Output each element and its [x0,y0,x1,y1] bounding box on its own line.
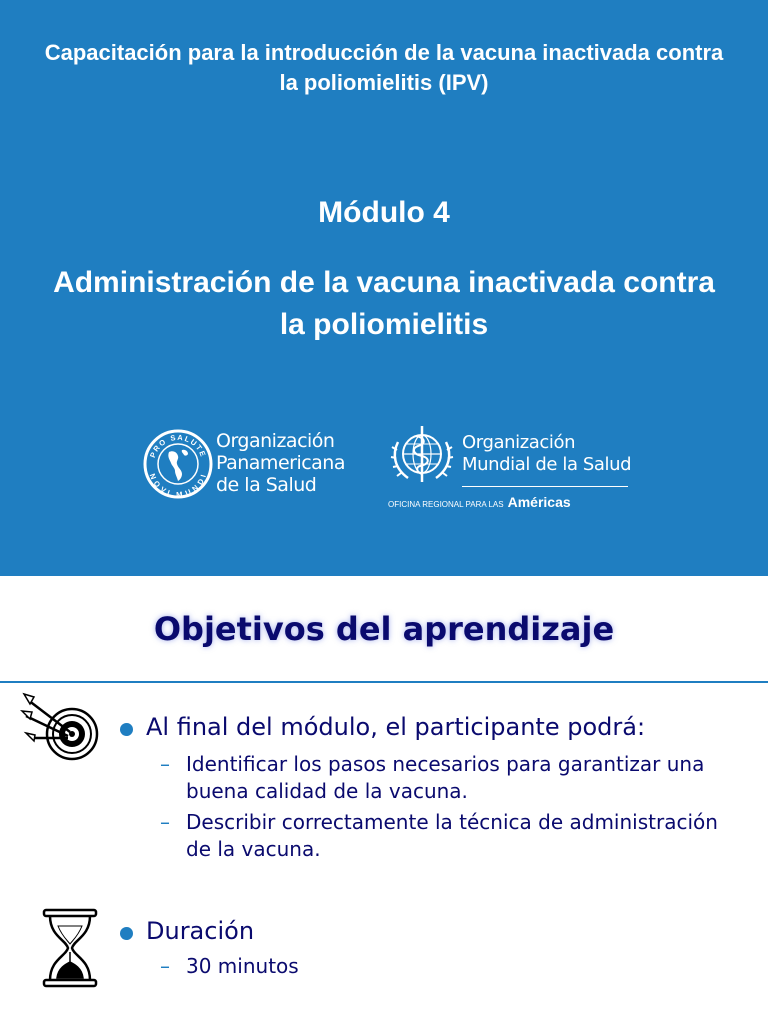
target-icon [20,688,110,764]
who-logo [386,424,636,514]
sub-dash: – [160,810,170,834]
paho-line3: de la Salud [216,474,317,496]
who-sub-small: OFICINA REGIONAL PARA LAS [388,500,504,509]
svg-text:NOVI MUNDI: NOVI MUNDI [147,472,209,500]
sub-text: Identificar los pasos necesarios para garantizar una buena calidad de la vacuna. [186,752,705,803]
sub-text: 30 minutos [186,954,299,978]
who-line1: Organización [462,432,576,453]
paho-name [216,430,345,496]
who-line2: Mundial de la Salud [462,454,632,475]
sub-dash: – [160,954,170,978]
svg-text:PRO SALUTE: PRO SALUTE [147,432,209,459]
bullet-dot [120,723,133,736]
bullet-text: Duración [146,917,255,945]
who-name [462,432,631,476]
module-number: Módulo 4 [318,196,450,229]
objectives-slide [0,576,768,1024]
paho-seal-icon [142,428,214,500]
sub-dash: – [160,752,170,776]
paho-logo [140,424,360,504]
course-title: Capacitación para la introducción de la vacuna inactivada contra la poliomielitis (IPV) [44,40,724,95]
who-regional-office [388,494,571,510]
title-divider [0,681,768,683]
hourglass-icon [40,908,100,988]
who-emblem-icon [388,424,456,488]
bullet-text: Al final del módulo, el participante podrá: [146,713,646,741]
objectives-title: Objetivos del aprendizaje [153,610,615,648]
bullet-dot [120,927,133,940]
who-sub-americas: Américas [507,494,571,510]
paho-line2: Panamericana [216,452,345,474]
module-name: Administración de la vacuna inactivada contra la poliomielitis [53,266,715,341]
sub-text: Describir correctamente la técnica de administración de la vacuna. [186,810,718,861]
paho-line1: Organización [216,430,335,452]
who-rule [462,486,628,487]
